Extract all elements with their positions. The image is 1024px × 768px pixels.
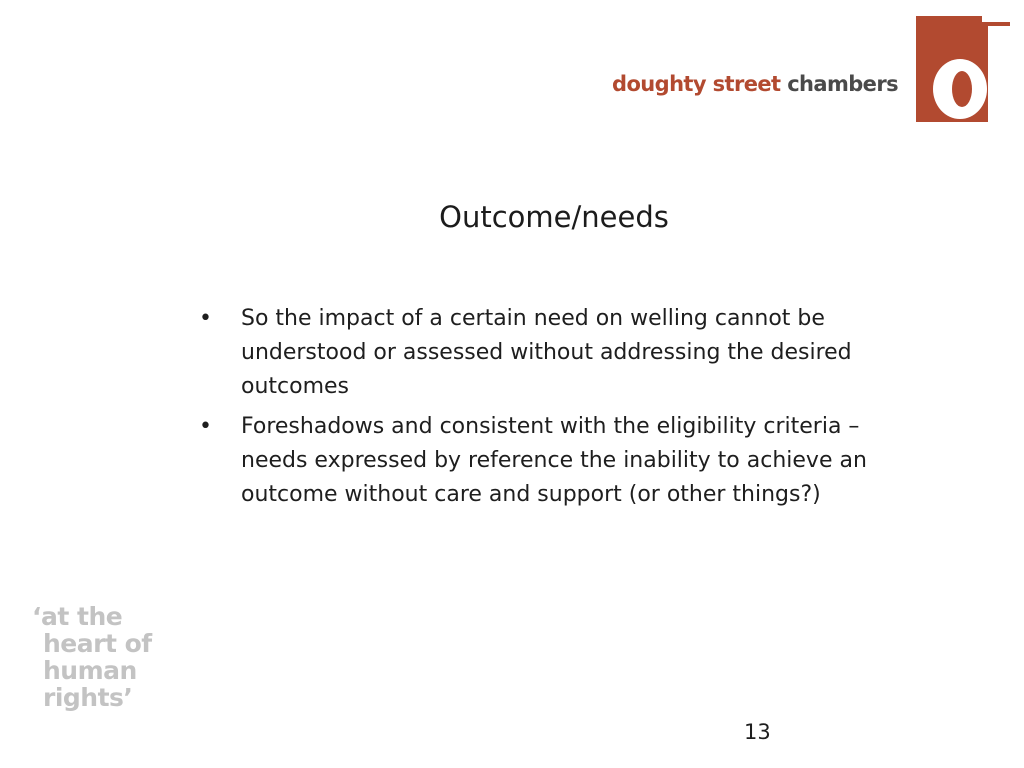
tagline-line: rights’ [43, 683, 133, 712]
brand-d-mark-icon [916, 16, 1010, 122]
brand-word-doughty-street: doughty street [612, 72, 781, 96]
bullet-item [196, 302, 896, 404]
tagline-line: ‘at the [32, 602, 123, 631]
slide-title: Outcome/needs [439, 200, 669, 234]
brand-logo [612, 16, 1010, 122]
bullet-marker: • [199, 414, 212, 439]
brand-wordmark [612, 72, 898, 96]
bullet-text: So the impact of a certain need on welling cannot be understood or assessed without addressing the desired outcomes [241, 306, 852, 399]
bullet-marker: • [199, 306, 212, 331]
tagline-line: heart of [43, 629, 152, 658]
tagline-line: human [43, 656, 137, 685]
tagline [32, 603, 152, 711]
brand-word-chambers: chambers [787, 72, 898, 96]
page-number: 13 [744, 720, 771, 744]
bullet-text: Foreshadows and consistent with the eligibility criteria – needs expressed by reference the inability to achieve an outcome without care and support (or other things?) [241, 414, 867, 507]
bullet-list [196, 302, 896, 518]
bullet-item [196, 410, 896, 512]
